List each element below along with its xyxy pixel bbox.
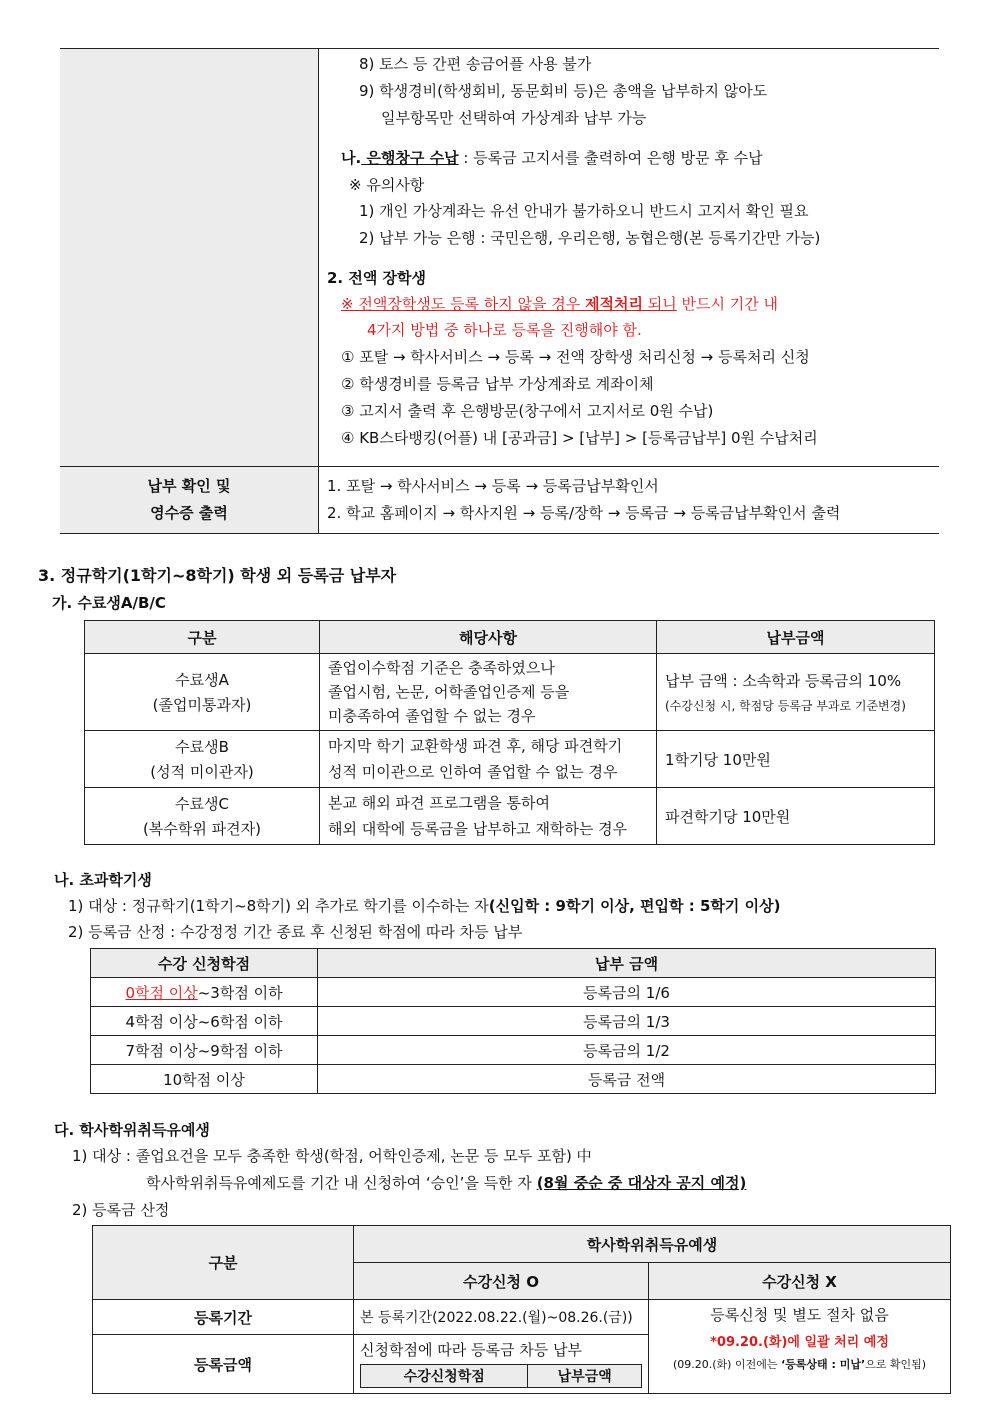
deferral-target-1: 1) 대상 : 졸업요건을 모두 충족한 학생(학점, 어학인증제, 논문 등 모두 포함) 中 [72,1147,592,1165]
scholar-warning-2: 4가지 방법 중 하나로 등록을 진행해야 함. [367,321,642,339]
empty-label-cell [60,49,319,467]
receipt-item-2: 2. 학교 홈페이지 → 학사지원 → 등록/장학 → 등록금 → 등록금납부확인서 출력 [327,504,841,522]
section3-sub-c: 다. 학사학위취득유예생 [54,1121,210,1139]
notice-item-9: 9) 학생경비(학생회비, 동문회비 등)은 총액을 납부하지 않아도 [359,82,768,100]
row-label: 등록기간 [93,1300,354,1335]
receipt-item-1: 1. 포탈 → 학사서비스 → 등록 → 등록금납부확인서 [327,477,659,495]
table-row [85,731,935,788]
bank-note-1: 1) 개인 가상계좌는 유선 안내가 불가하오니 반드시 고지서 확인 필요 [359,202,809,220]
amount-desc: 신청학점에 따라 등록금 차등 납부 [360,1341,582,1359]
excess-calc: 2) 등록금 산정 : 수강정정 기간 종료 후 신청된 학점에 따라 차등 납부 [68,923,523,941]
desc-line: 졸업시험, 논문, 어학졸업인증제 등을 [328,683,570,701]
batch-process-note: *09.20.(화)에 일괄 처리 예정 [710,1335,889,1350]
registration-method-table [60,48,939,534]
notice-item-8: 8) 토스 등 간편 송금어플 사용 불가 [359,55,592,73]
excess-target: 1) 대상 : 정규학기(1학기~8학기) 외 추가로 학기를 이수하는 자(신입학 : 9학기 이상, 편입학 : 5학기 이상) [68,897,781,915]
amount-cell: 등록금의 1/3 [318,1007,936,1036]
type-sub: (졸업미통과자) [152,696,252,714]
bank-heading-label: 은행창구 수납 [361,149,459,167]
table-row [91,1065,936,1094]
inner-header-amount: 납부금액 [528,1365,642,1388]
header-col-registered: 수강신청 O [354,1263,649,1300]
header-type: 구분 [93,1226,354,1300]
amount-cell [354,1335,649,1394]
header-type: 구분 [85,621,320,654]
row-label: 등록금액 [93,1335,354,1394]
inner-credit-table [360,1364,642,1388]
scholar-step-4: ④ KB스타뱅킹(어플) 내 [공과금] > [납부] > [등록금납부] 0원 수납처리 [341,429,818,447]
table-row [85,654,935,731]
type-label: 수료생C [175,795,229,813]
credits-cell: 0학점 이상~3학점 이하 [91,978,318,1007]
deferral-target-2: 학사학위취득유예제도를 기간 내 신청하여 ‘승인’을 득한 자 (8월 중순 중 대상자 공지 예정) [146,1174,747,1192]
desc-line: 미충족하여 졸업할 수 없는 경우 [328,707,536,725]
receipt-label-2: 영수증 출력 [150,504,228,522]
type-label: 수료생B [175,738,229,756]
scholar-step-3: ③ 고지서 출력 후 은행방문(창구에서 고지서로 0원 수납) [341,402,714,420]
receipt-label-1: 납부 확인 및 [147,477,231,495]
header-credits: 수강 신청학점 [91,949,318,978]
bank-heading: 나. 은행창구 수납 : 등록금 고지서를 출력하여 은행 방문 후 수납 [341,149,763,167]
receipt-label-cell [60,467,319,534]
header-col-not-registered: 수강신청 X [649,1263,951,1300]
section3-sub-a: 가. 수료생A/B/C [52,594,166,612]
table-row [85,788,935,845]
amount: 납부 금액 : 소속학과 등록금의 10% [665,672,902,690]
no-procedure-text: 등록신청 및 별도 절차 없음 [710,1306,889,1324]
amount: 파견학기당 10만원 [665,807,791,826]
amount-note: (수강신청 시, 학점당 등록금 부과로 기준변경) [665,699,906,713]
section3-title: 3. 정규학기(1학기~8학기) 학생 외 등록금 납부자 [38,566,397,585]
desc-line: 마지막 학기 교환학생 파견 후, 해당 파견학기 [328,737,623,755]
inner-header-credits: 수강신청학점 [361,1365,528,1388]
no-course-cell [649,1300,951,1394]
desc-line: 해외 대학에 등록금을 납부하고 재학하는 경우 [328,820,628,838]
table-row [91,1007,936,1036]
status-note: (09.20.(화) 이전에는 ‘등록상태 : 미납’으로 확인됨) [672,1358,927,1371]
header-description: 해당사항 [320,621,657,654]
deferral-calc: 2) 등록금 산정 [72,1201,170,1219]
desc-line: 성적 미이관으로 인하여 졸업할 수 없는 경우 [328,763,618,781]
amount-cell: 등록금의 1/2 [318,1036,936,1065]
period-cell: 본 등록기간(2022.08.22.(월)~08.26.(금)) [354,1300,649,1335]
bank-note-title: ※ 유의사항 [349,176,425,194]
amount: 1학기당 10만원 [665,750,771,769]
scholar-step-2: ② 학생경비를 등록금 납부 가상계좌로 계좌이체 [341,375,654,393]
bank-note-2: 2) 납부 가능 은행 : 국민은행, 우리은행, 농협은행(본 등록기간만 가능) [359,229,821,247]
scholar-step-1: ① 포탈 → 학사서비스 → 등록 → 전액 장학생 처리신청 → 등록처리 신청 [341,348,810,366]
scholar-warning-1: ※ 전액장학생도 등록 하지 않을 경우 제적처리 되니 반드시 기간 내 [341,295,779,313]
type-sub: (성적 미이관자) [150,763,254,781]
header-group: 학사학위취득유예생 [354,1226,951,1263]
method-detail-cell [319,49,940,467]
notice-item-9-cont: 일부항목만 선택하여 가상계좌 납부 가능 [381,109,647,127]
header-amount: 납부금액 [657,621,935,654]
credits-cell: 4학점 이상~6학점 이하 [91,1007,318,1036]
type-sub: (복수학위 파견자) [143,820,261,838]
receipt-detail-cell [319,467,940,534]
amount-cell: 등록금의 1/6 [318,978,936,1007]
desc-line: 졸업이수학점 기준은 충족하였으나 [328,659,555,677]
excess-fee-table [90,948,936,1094]
table-row [91,1036,936,1065]
credits-cell: 10학점 이상 [91,1065,318,1094]
credits-cell: 7학점 이상~9학점 이하 [91,1036,318,1065]
desc-line: 본교 해외 파견 프로그램을 통하여 [328,794,550,812]
type-label: 수료생A [175,671,229,689]
header-amount: 납부 금액 [318,949,936,978]
section3-sub-b: 나. 초과학기생 [54,871,152,889]
table-row [93,1300,951,1335]
deferral-fee-table [92,1225,951,1394]
graduate-fee-table [84,620,935,845]
amount-cell: 등록금 전액 [318,1065,936,1094]
scholar-heading: 2. 전액 장학생 [327,269,427,287]
table-row [91,978,936,1007]
